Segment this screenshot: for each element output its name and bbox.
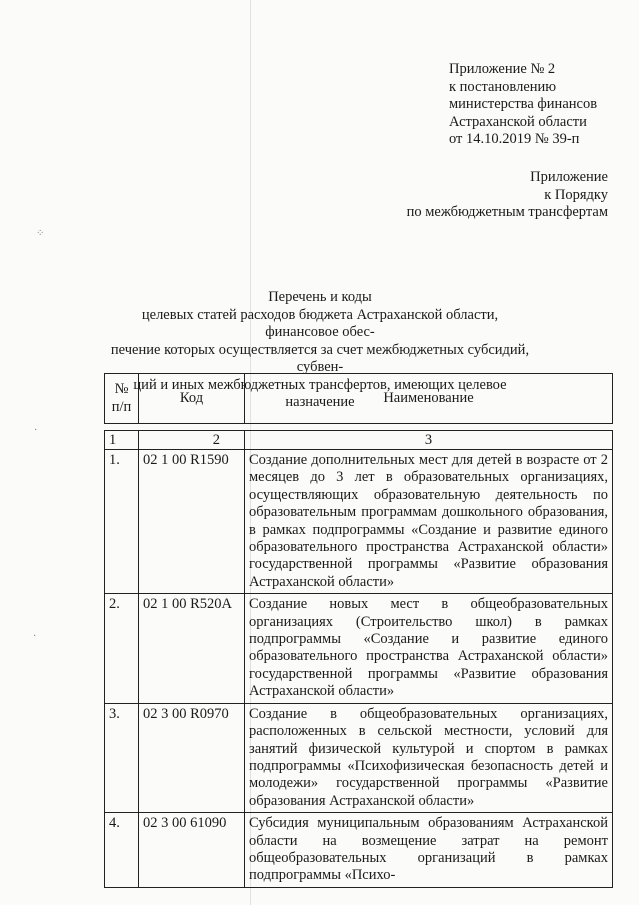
appendix-line: Приложение № 2 [449, 61, 556, 77]
column-number: 1 [105, 431, 139, 450]
row-name: Субсидия муниципальным образованиям Астраханской области на возмещение затрат на ремонт общеобразовательных организаций в рамках подпрограммы «Психо- [245, 813, 613, 888]
row-num: 3. [105, 703, 139, 812]
row-code: 02 3 00 R0970 [139, 703, 245, 812]
header-num: № п/п [105, 374, 139, 424]
scan-speck: · [34, 425, 38, 436]
appendix-procedure-block [407, 169, 608, 222]
appendix-line: Приложение [530, 169, 608, 185]
column-number: 3 [245, 431, 613, 450]
scan-speck: · [33, 631, 37, 642]
scan-speck: ⁘ [36, 228, 45, 239]
table-row [105, 813, 613, 888]
row-name: Создание дополнительных мест для детей в возрасте от 2 месяцев до 3 лет в образовательных организациях, осуществляющих образовательную деятельность по образовательным программам дошкольного образования, в рамках подпрограммы «Создание и развитие единого образовательного пространства Астраханской области» государственной программы «Развитие образования Астраханской области» [245, 450, 613, 594]
row-code: 02 1 00 R1590 [139, 450, 245, 594]
table-row [105, 703, 613, 812]
header-name: Наименование [245, 374, 613, 424]
title-line: печение которых осуществляется за счет межбюджетных субсидий, субвен- [110, 341, 530, 375]
column-number: 2 [139, 431, 245, 450]
row-code: 02 3 00 61090 [139, 813, 245, 888]
row-code: 02 1 00 R520A [139, 594, 245, 703]
appendix-line: министерства финансов [449, 96, 598, 112]
row-name: Создание в общеобразовательных организациях, расположенных в сельской местности, условий для занятий физической культурой и спортом в рамках подпрограммы «Психофизическая безопасность детей и молодежи» государственной программы «Развитие образования Астраханской области» [245, 703, 613, 812]
appendix-line: к постановлению [449, 78, 557, 95]
column-number-row [105, 431, 613, 450]
table-gap-row [105, 424, 613, 431]
title-line: ций и иных межбюджетных трансфертов, имеющих целевое назначение [133, 376, 507, 410]
table-row [105, 450, 613, 594]
row-num: 1. [105, 450, 139, 594]
row-num: 2. [105, 594, 139, 703]
appendix-line: Астраханской области [449, 113, 587, 130]
appendix-line: от 14.10.2019 № 39-п [449, 131, 580, 147]
header-code: Код [139, 374, 245, 424]
title-line: Перечень и коды [268, 289, 372, 305]
table-header-row [105, 374, 613, 424]
row-num: 4. [105, 813, 139, 888]
appendix-resolution-block [449, 61, 597, 149]
appendix-line: к Порядку [544, 186, 608, 203]
target-articles-table [104, 373, 613, 888]
title-line: целевых статей расходов бюджета Астраханской области, финансовое обес- [141, 306, 499, 340]
row-name: Создание новых мест в общеобразовательных организациях (Строительство школ) в рамках подпрограммы «Создание и развитие единого образовательного пространства Астраханской области» государственной программы «Развитие образования Астраханской области» [245, 594, 613, 703]
appendix-line: по межбюджетным трансфертам [406, 204, 608, 220]
table-row [105, 594, 613, 703]
